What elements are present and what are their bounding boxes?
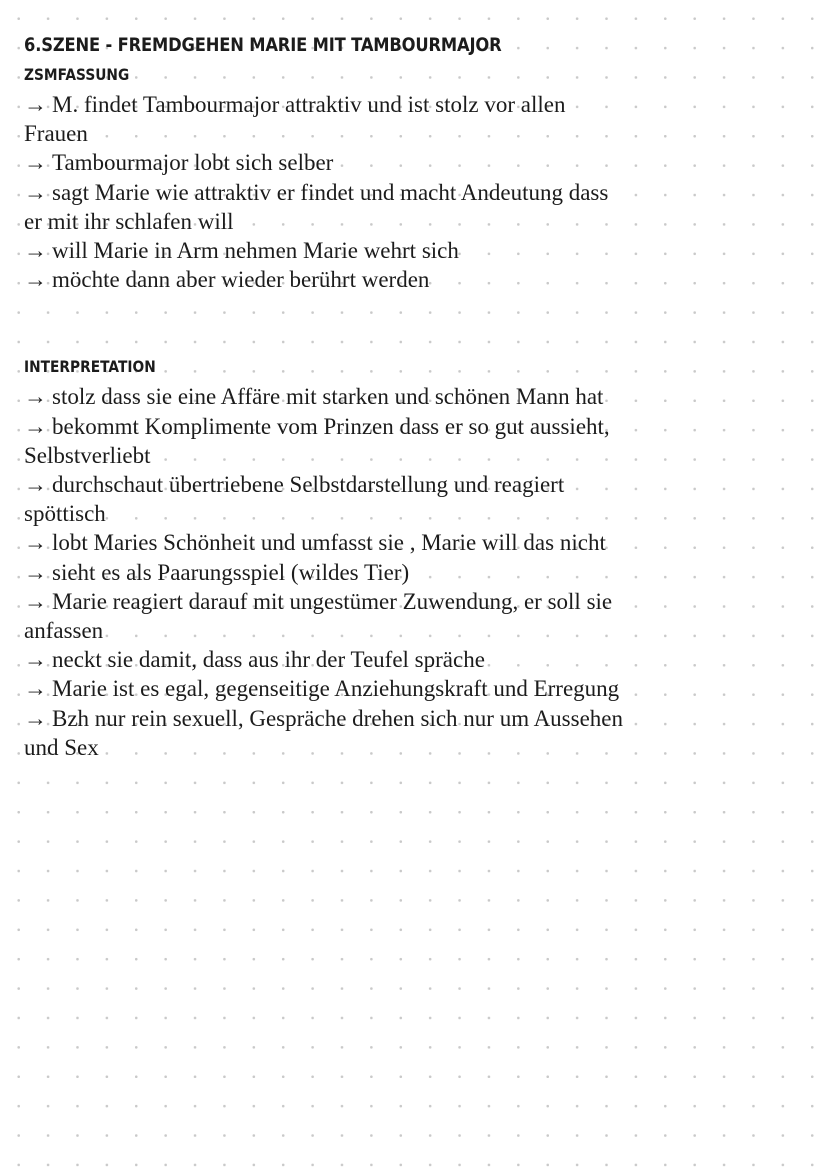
list-item <box>24 528 624 557</box>
list-item-text: lobt Maries Schönheit und umfasst sie , Marie will das nicht <box>52 530 606 556</box>
list-item <box>24 90 624 148</box>
interpretation-section <box>24 352 624 762</box>
list-item-text: Marie ist es egal, gegenseitige Anziehungskraft und Erregung <box>52 676 620 702</box>
arrow-icon: → <box>24 588 47 614</box>
interpretation-list <box>24 382 624 762</box>
list-item-text: sagt Marie wie attraktiv er findet und macht Andeutung dass er mit ihr schlafen will <box>24 179 609 234</box>
interpretation-heading: INTERPRETATION <box>24 357 156 377</box>
list-item <box>24 178 624 236</box>
list-item-text: Marie reagiert darauf mit ungestümer Zuwendung, er soll sie anfassen <box>24 588 613 644</box>
list-item <box>24 674 624 703</box>
summary-list <box>24 90 624 294</box>
list-item-text: stolz dass sie eine Affäre mit starken und schönen Mann hat <box>52 384 604 410</box>
note-page <box>24 30 624 762</box>
page-title: 6.SZENE - FREMDGEHEN MARIE MIT TAMBOURMAJOR <box>24 34 502 56</box>
list-item <box>24 704 624 762</box>
list-item <box>24 148 624 177</box>
list-item <box>24 470 624 528</box>
list-item-text: M. findet Tambourmajor attraktiv und ist stolz vor allen Frauen <box>24 92 566 147</box>
arrow-icon: → <box>24 384 47 410</box>
arrow-icon: → <box>24 150 47 176</box>
list-item <box>24 412 624 470</box>
list-item <box>24 236 624 265</box>
list-item-text: neckt sie damit, dass aus ihr der Teufel spräche <box>52 647 485 673</box>
list-item-text: möchte dann aber wieder berührt werden <box>52 267 430 293</box>
arrow-icon: → <box>24 472 47 498</box>
list-item <box>24 645 624 674</box>
arrow-icon: → <box>24 647 47 673</box>
arrow-icon: → <box>24 238 47 264</box>
list-item-text: sieht es als Paarungsspiel (wildes Tier) <box>52 559 410 585</box>
list-item <box>24 587 624 645</box>
arrow-icon: → <box>24 267 47 293</box>
list-item-text: bekommt Komplimente vom Prinzen dass er so gut aussieht, Selbstverliebt <box>24 413 610 468</box>
arrow-icon: → <box>24 92 47 117</box>
arrow-icon: → <box>24 676 47 702</box>
list-item <box>24 558 624 587</box>
arrow-icon: → <box>24 179 47 205</box>
arrow-icon: → <box>24 413 47 439</box>
list-item <box>24 265 624 294</box>
arrow-icon: → <box>24 559 47 585</box>
arrow-icon: → <box>24 530 47 556</box>
list-item <box>24 382 624 411</box>
list-item-text: Tambourmajor lobt sich selber <box>52 150 334 176</box>
list-item-text: will Marie in Arm nehmen Marie wehrt sich <box>52 238 459 264</box>
arrow-icon: → <box>24 705 47 731</box>
list-item-text: Bzh nur rein sexuell, Gespräche drehen sich nur um Aussehen und Sex <box>24 705 624 760</box>
list-item-text: durchschaut übertriebene Selbstdarstellung und reagiert spöttisch <box>24 472 565 527</box>
summary-section <box>24 60 624 294</box>
summary-heading: ZSMFASSUNG <box>24 65 130 84</box>
